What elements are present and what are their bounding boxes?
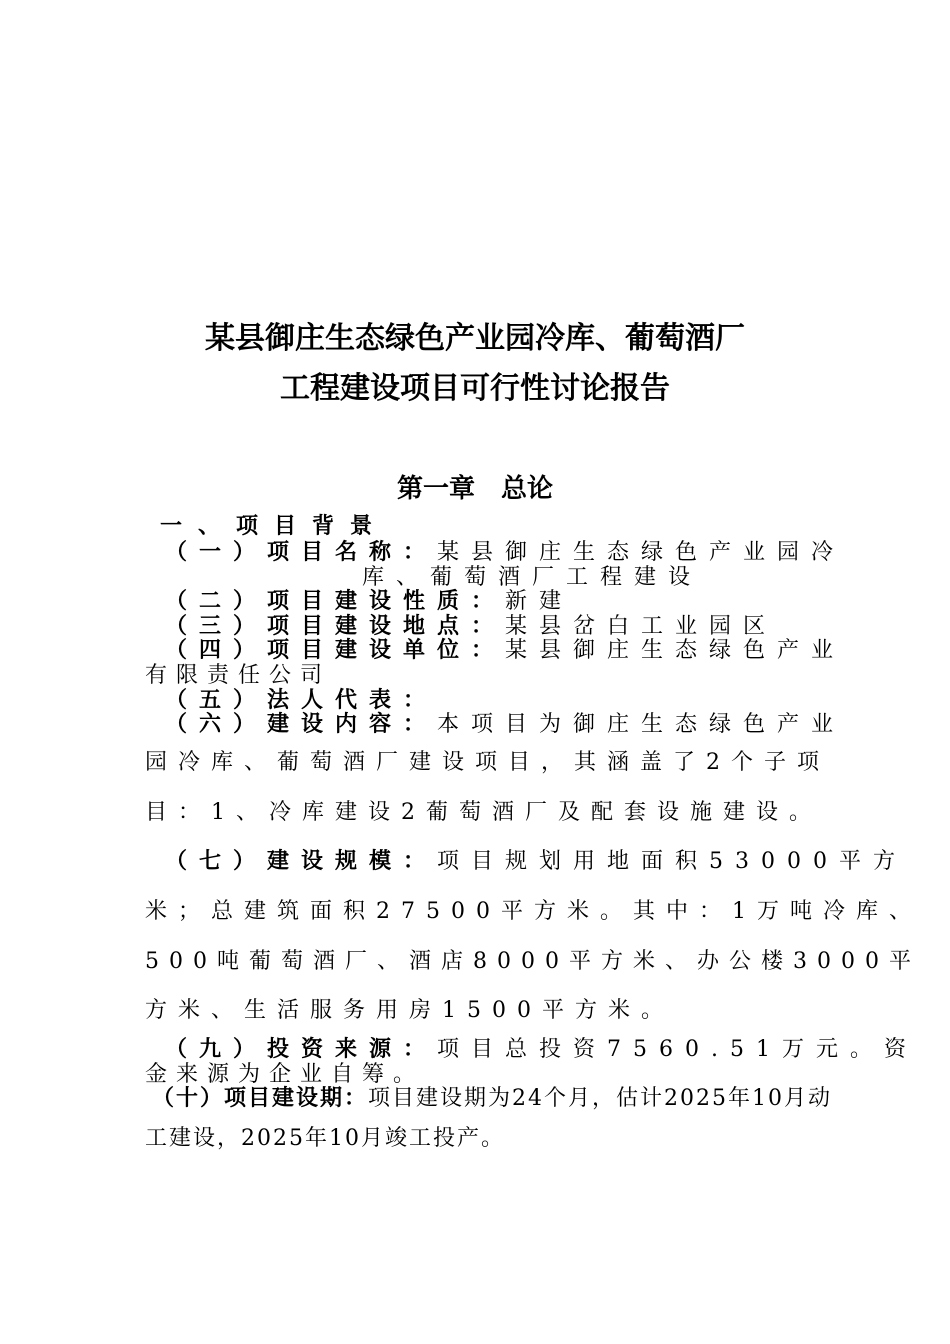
item-label: （三）项目建设地点： (165, 614, 506, 639)
item-value: 某县岔白工业园区 (505, 614, 778, 639)
item-construction-scale-line-4: 方米、生活服务用房1500平方米。 (145, 998, 674, 1023)
section-heading: 一、项目背景 (160, 514, 389, 539)
item-investment-source-cont: 金来源为企业自筹。 (145, 1062, 425, 1087)
item-construction-content-line-3: 目：1、冷库建设2葡萄酒厂及配套设施建设。 (145, 800, 822, 825)
item-label: （四）项目建设单位： (165, 638, 506, 663)
item-value: 项目规划用地面积53000平方 (437, 849, 908, 874)
item-label: （七）建设规模： (165, 849, 438, 874)
item-label: （一）项目名称： (165, 540, 438, 565)
item-value: 某县御庄生态绿色产业 (505, 638, 846, 663)
item-construction-content (165, 712, 845, 738)
item-value: 本项目为御庄生态绿色产业 (437, 712, 846, 737)
chapter-heading: 第一章 总论 (396, 474, 553, 504)
item-value: 某县御庄生态绿色产业园冷 (437, 540, 846, 565)
item-label: （五）法人代表： (165, 688, 438, 713)
item-label: （十）项目建设期： (152, 1086, 369, 1111)
document-title-line-1: 某县御庄生态绿色产业园冷库、葡萄酒厂 (205, 321, 745, 356)
item-label: （六）建设内容： (165, 712, 438, 737)
item-label: （二）项目建设性质： (165, 589, 506, 614)
item-value: 新建 (505, 589, 574, 614)
item-label: （九）投资来源： (165, 1037, 438, 1062)
item-construction-scale-line-2: 米；总建筑面积27500平方米。其中：1万吨冷库、 (145, 899, 922, 924)
item-construction-period-cont: 工建设，2025年10月竣工投产。 (145, 1126, 505, 1151)
item-investment-source (165, 1037, 918, 1063)
item-project-name-cont: 库、葡萄酒厂工程建设 (362, 565, 703, 590)
item-construction-unit (165, 638, 845, 664)
item-construction-period (152, 1086, 832, 1112)
item-construction-unit-cont: 有限责任公司 (145, 663, 332, 688)
item-construction-content-line-2: 园冷库、葡萄酒厂建设项目，其涵盖了2个子项 (145, 750, 830, 775)
item-construction-nature (165, 589, 573, 615)
item-construction-scale-line-3: 500吨葡萄酒厂、酒店8000平方米、办公楼3000平 (145, 949, 921, 974)
item-construction-scale (165, 849, 907, 875)
document-title-line-2: 工程建设项目可行性讨论报告 (280, 371, 670, 406)
item-project-name (165, 540, 845, 566)
item-value: 项目总投资7560.51万元。资 (437, 1037, 918, 1062)
item-value: 项目建设期为24个月，估计2025年10月动 (368, 1086, 832, 1111)
item-construction-site (165, 614, 777, 640)
item-legal-representative (165, 688, 437, 714)
